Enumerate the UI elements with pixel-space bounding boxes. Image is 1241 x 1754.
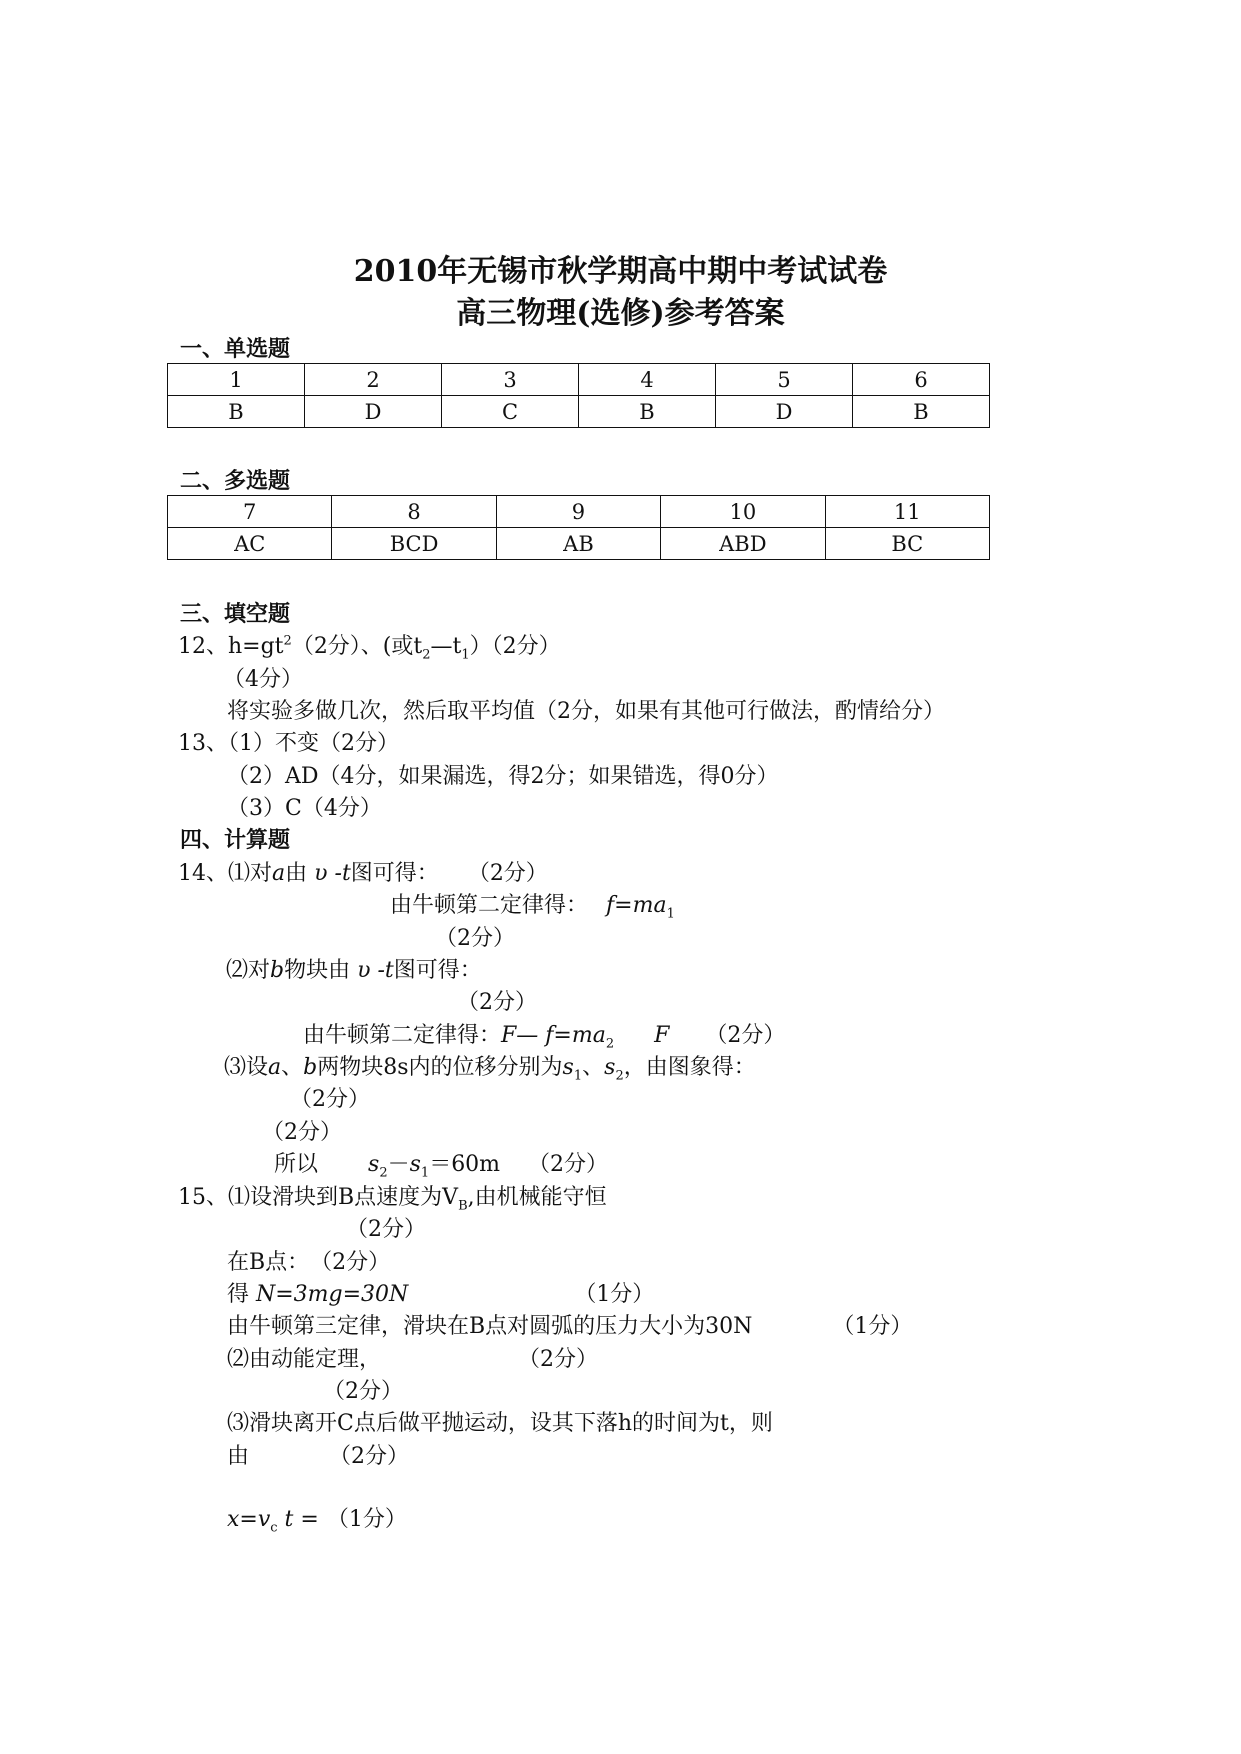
- q14-line-3: （2分）: [435, 926, 515, 951]
- table-cell: C: [442, 396, 579, 428]
- q14-formula: F— f=ma: [501, 1023, 606, 1048]
- q14-text: 图可得：: [350, 861, 439, 886]
- q14-sub: 2: [379, 1165, 388, 1181]
- q15-line-4: [227, 1277, 654, 1308]
- table-cell: B: [579, 396, 716, 428]
- q14-var: s: [368, 1152, 380, 1177]
- q15-line-5: [227, 1309, 912, 1340]
- q15-text: ⑵由动能定理，: [227, 1347, 382, 1372]
- q15-sub: c: [270, 1520, 278, 1536]
- q14-score: （2分）: [478, 861, 548, 886]
- q14-text: 两物块8s内的位移分别为: [317, 1055, 563, 1080]
- q15-text: ⑴设滑块到B点速度为V: [228, 1185, 459, 1210]
- q14-var: s: [562, 1055, 574, 1080]
- q14-var: υ -t: [314, 861, 351, 886]
- table-cell: B: [853, 396, 990, 428]
- table-cell: 9: [496, 496, 660, 528]
- q14-var: υ -t: [357, 958, 394, 983]
- q14-line-2: [390, 888, 675, 921]
- q15-line-3: [227, 1245, 390, 1276]
- q15-score: （2分）: [321, 1250, 391, 1275]
- q15-score: （1分）: [574, 1282, 655, 1307]
- table-cell: 10: [661, 496, 825, 528]
- q14-text: 、: [281, 1055, 304, 1080]
- table-row: [168, 364, 990, 396]
- section-heading-calculation: 四、计算题: [180, 827, 291, 853]
- multi-choice-answer-table: [167, 495, 990, 560]
- table-cell: AC: [168, 528, 332, 560]
- q14-line-7: [224, 1050, 756, 1083]
- table-row: [168, 496, 990, 528]
- q14-text: ⑶设: [224, 1055, 269, 1080]
- table-cell: D: [716, 396, 853, 428]
- q13-number: 13、: [178, 731, 228, 756]
- table-cell: AB: [496, 528, 660, 560]
- q15-sub: B: [458, 1198, 468, 1214]
- q14-var: a: [272, 861, 286, 886]
- q14-sub: 1: [573, 1068, 583, 1084]
- table-cell: 1: [168, 364, 305, 396]
- table-cell: BC: [825, 528, 989, 560]
- table-cell: 7: [168, 496, 332, 528]
- q13-line-1: [178, 726, 399, 757]
- table-row: [168, 396, 990, 428]
- q12-number: 12、: [178, 634, 228, 659]
- table-cell: B: [168, 396, 305, 428]
- page-title: 2010年无锡市秋学期高中期中考试试卷: [353, 254, 888, 289]
- q12-sub: 1: [461, 647, 470, 663]
- q14-text: 图可得：: [393, 958, 482, 983]
- table-cell: BCD: [332, 528, 496, 560]
- q15-line-2: （2分）: [346, 1217, 426, 1242]
- table-cell: 11: [825, 496, 989, 528]
- q14-text: 由牛顿第二定律得：: [303, 1023, 502, 1048]
- q14-line-5: （2分）: [457, 990, 537, 1015]
- section-heading-multi-choice: 二、多选题: [180, 468, 291, 494]
- q14-text: ＝60m: [429, 1152, 501, 1177]
- q12-line-3: 将实验多做几次，然后取平均值（2分，如果有其他可行做法，酌情给分）: [227, 699, 945, 724]
- table-cell: D: [305, 396, 442, 428]
- q12-formula: h=gt: [228, 634, 284, 659]
- q15-line-10: [227, 1502, 407, 1535]
- q12-line-2: （4分）: [223, 667, 303, 692]
- q14-score: （2分）: [705, 1023, 786, 1048]
- q14-var: F: [654, 1023, 670, 1048]
- q15-score: （2分）: [329, 1444, 410, 1469]
- q14-sub: 2: [605, 1036, 615, 1052]
- q14-text: 由: [285, 861, 315, 886]
- q14-var: s: [604, 1055, 616, 1080]
- q15-formula: x=v: [227, 1507, 271, 1532]
- table-row: [168, 528, 990, 560]
- q12-sup: 2: [283, 633, 292, 649]
- q14-text: ，由图象得：: [623, 1055, 756, 1080]
- page-subtitle: 高三物理(选修)参考答案: [456, 296, 785, 331]
- section-heading-single-choice: 一、单选题: [180, 336, 291, 362]
- q14-line-10: [274, 1147, 608, 1180]
- q15-line-6: [227, 1342, 598, 1373]
- q14-number: 14、: [178, 861, 228, 886]
- q12-line-1: [178, 629, 561, 662]
- q13-line-2: （2）AD（4分，如果漏选，得2分；如果错选，得0分）: [227, 764, 779, 789]
- q14-score: （2分）: [528, 1152, 609, 1177]
- q14-sub: 1: [666, 906, 675, 922]
- q15-text: ,由机械能守恒: [467, 1185, 607, 1210]
- q13-line-3: （3）C（4分）: [227, 796, 382, 821]
- q14-text: 物块由: [284, 958, 358, 983]
- q15-score: （2分）: [529, 1347, 599, 1372]
- q14-var: a: [268, 1055, 282, 1080]
- q15-text: 由牛顿第三定律，滑块在B点对圆弧的压力大小为30N: [227, 1314, 753, 1339]
- q14-var: b: [270, 958, 285, 983]
- q12-score: ）（2分）: [469, 634, 561, 659]
- q15-text: 得: [227, 1282, 256, 1307]
- q12-sub: 2: [422, 647, 431, 663]
- table-cell: 2: [305, 364, 442, 396]
- q14-line-8: （2分）: [290, 1087, 370, 1112]
- q14-formula: f=ma: [606, 893, 667, 918]
- q14-line-6: [303, 1018, 785, 1051]
- q12-text: —t: [430, 634, 462, 659]
- table-cell: ABD: [661, 528, 825, 560]
- q14-text: ⑵对: [226, 958, 271, 983]
- q14-text: －: [387, 1152, 410, 1177]
- table-cell: 3: [442, 364, 579, 396]
- q15-text: 由: [227, 1444, 250, 1469]
- q14-line-4: [226, 953, 482, 984]
- q14-text: ⑴对: [228, 861, 273, 886]
- table-cell: 4: [579, 364, 716, 396]
- q14-text: 所以: [274, 1152, 319, 1177]
- q14-line-9: （2分）: [262, 1120, 342, 1145]
- table-cell: 5: [716, 364, 853, 396]
- q15-text: 在B点：: [227, 1250, 310, 1275]
- q14-var: b: [303, 1055, 318, 1080]
- q15-score: （1分）: [326, 1507, 407, 1532]
- q14-text: 由牛顿第二定律得：: [390, 893, 589, 918]
- q14-sub: 2: [615, 1068, 624, 1084]
- table-cell: 6: [853, 364, 990, 396]
- single-choice-answer-table: [167, 363, 990, 428]
- q15-line-8: ⑶滑块离开C点后做平抛运动，设其下落h的时间为t，则: [227, 1411, 773, 1436]
- q13-text: （1）不变（2分）: [228, 731, 399, 756]
- q15-number: 15、: [178, 1185, 228, 1210]
- q15-line-9: [227, 1439, 409, 1470]
- q15-line-1: [178, 1180, 607, 1213]
- q14-var: s: [409, 1152, 421, 1177]
- q14-line-1: [178, 856, 548, 887]
- table-cell: 8: [332, 496, 496, 528]
- q12-text: （2分）、(或t: [291, 634, 423, 659]
- q15-formula: N=3mg=30N: [256, 1282, 409, 1307]
- section-heading-fill-in: 三、填空题: [180, 601, 291, 627]
- q14-sub: 1: [420, 1165, 430, 1181]
- q14-text: 、: [582, 1055, 605, 1080]
- q15-line-7: （2分）: [323, 1379, 403, 1404]
- q15-formula: t =: [277, 1507, 319, 1532]
- q15-score: （1分）: [832, 1314, 913, 1339]
